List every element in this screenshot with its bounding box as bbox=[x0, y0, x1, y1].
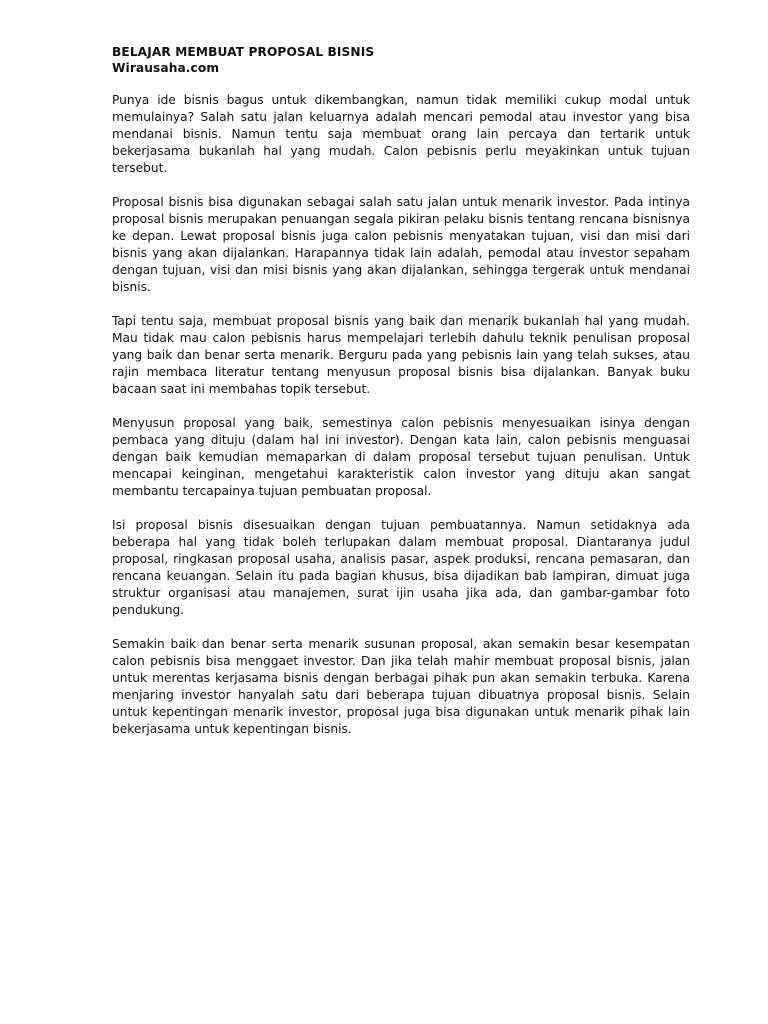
paragraph: Punya ide bisnis bagus untuk dikembangkan, namun tidak memiliki cukup modal untuk memulainya? Salah satu jalan keluarnya adalah mencari pemodal atau investor yang bisa mendanai bisnis. Namun tentu saja membuat orang lain percaya dan tertarik untuk bekerjasama bukanlah hal yang mudah. Calon pebisnis perlu meyakinkan untuk tujuan tersebut. bbox=[112, 93, 690, 175]
paragraph: Semakin baik dan benar serta menarik susunan proposal, akan semakin besar kesempatan calon pebisnis bisa menggaet investor. Dan jika telah mahir membuat proposal bisnis, jalan untuk merentas kerjasama bisnis dengan berbagai pihak pun akan semakin terbuka. Karena menjaring investor hanyalah satu dari beberapa tujuan dibuatnya proposal bisnis. Selain untuk kepentingan menarik investor, proposal juga bisa digunakan untuk menarik pihak lain bekerjasama untuk kepentingan bisnis. bbox=[112, 637, 690, 736]
paragraph: Proposal bisnis bisa digunakan sebagai salah satu jalan untuk menarik investor. Pada intinya proposal bisnis merupakan penuangan segala pikiran pelaku bisnis tentang rencana bisnisnya ke depan. Lewat proposal bisnis juga calon pebisnis menyatakan tujuan, visi dan misi dari bisnis yang akan dijalankan. Harapannya tidak lain adalah, pemodal atau investor sepaham dengan tujuan, visi dan misi bisnis yang akan dijalankan, sehingga tergerak untuk mendanai bisnis. bbox=[112, 195, 690, 294]
paragraph: Isi proposal bisnis disesuaikan dengan tujuan pembuatannya. Namun setidaknya ada beberapa hal yang tidak boleh terlupakan dalam membuat proposal. Diantaranya judul proposal, ringkasan proposal usaha, analisis pasar, aspek produksi, rencana pemasaran, dan rencana keuangan. Selain itu pada bagian khusus, bisa dijadikan bab lampiran, dimuat juga struktur organisasi atau manajemen, surat ijin usaha jika ada, dan gambar-gambar foto pendukung. bbox=[112, 518, 690, 617]
paragraph: Menyusun proposal yang baik, semestinya calon pebisnis menyesuaikan isinya dengan pembaca yang dituju (dalam hal ini investor). Dengan kata lain, calon pebisnis menguasai dengan baik kemudian memaparkan di dalam proposal tersebut tujuan penulisan. Untuk mencapai keinginan, mengetahui karakteristik calon investor yang dituju akan sangat membantu tercapainya tujuan pembuatan proposal. bbox=[112, 416, 690, 498]
document-source: Wirausaha.com bbox=[112, 61, 220, 75]
paragraph: Tapi tentu saja, membuat proposal bisnis yang baik dan menarik bukanlah hal yang mudah. Mau tidak mau calon pebisnis harus mempelajari terlebih dahulu teknik penulisan proposal yang baik dan benar serta menarik. Berguru pada yang pebisnis lain yang telah sukses, atau rajin membaca literatur tentang menyusun proposal bisnis bisa dijalankan. Banyak buku bacaan saat ini membahas topik tersebut. bbox=[112, 314, 690, 396]
document-title: BELAJAR MEMBUAT PROPOSAL BISNIS bbox=[112, 45, 375, 59]
